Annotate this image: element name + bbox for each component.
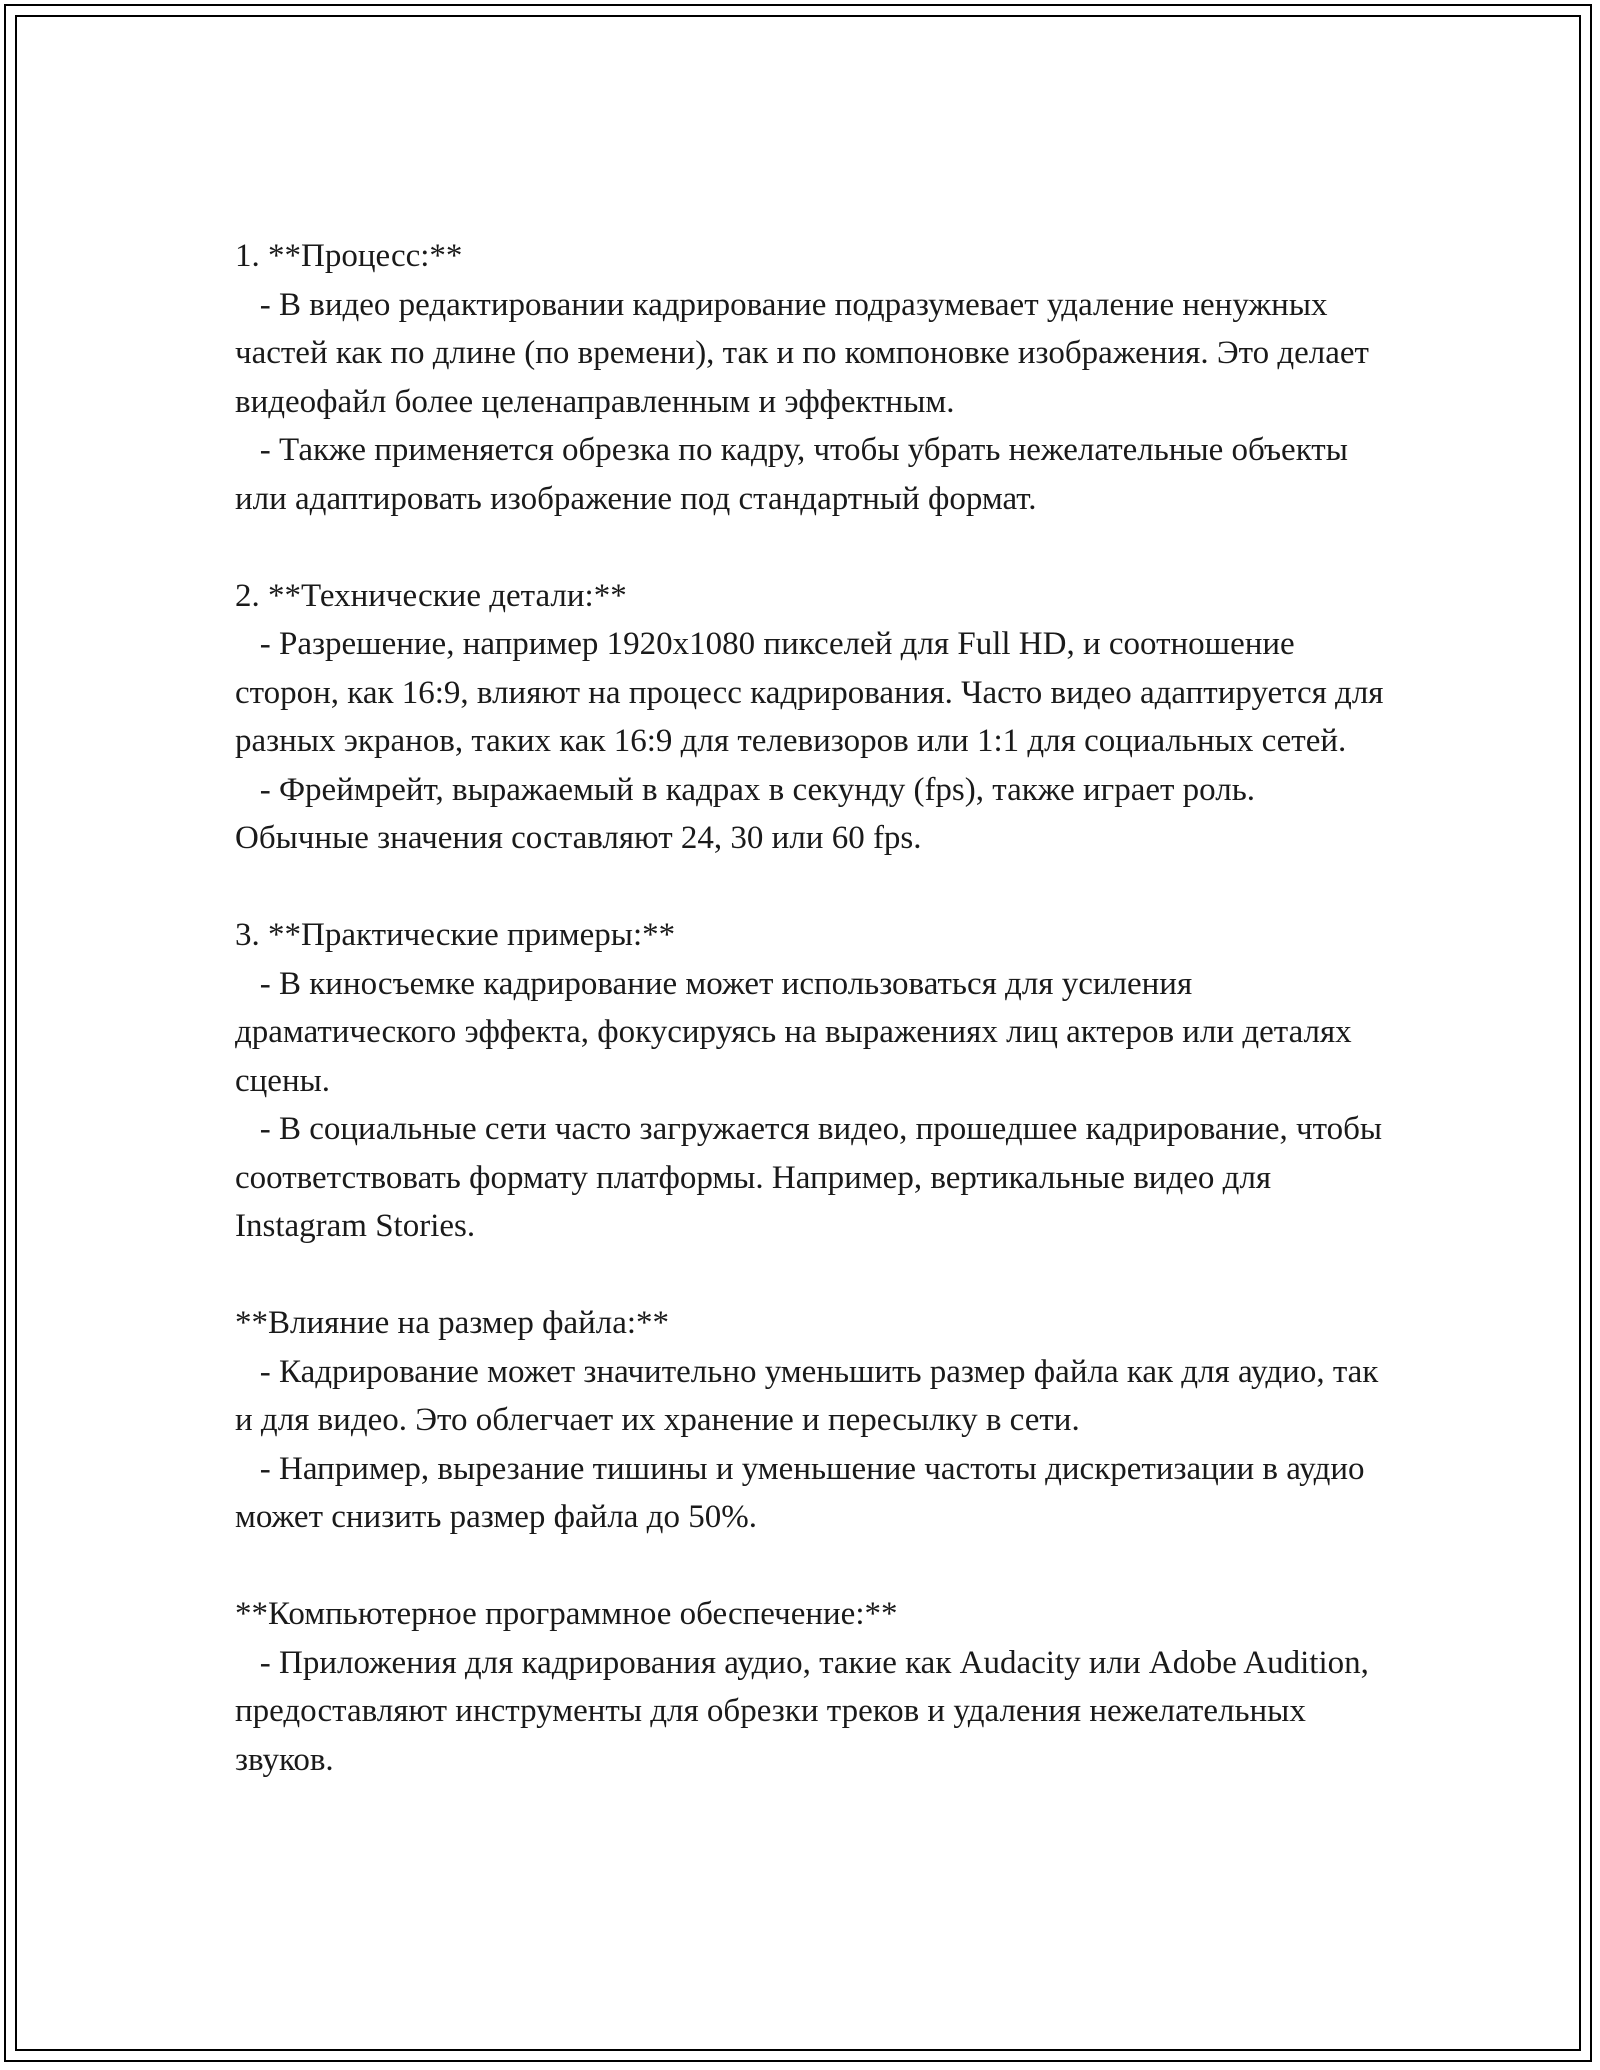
bullet-item: - Фреймрейт, выражаемый в кадрах в секунду (fps), также играет роль. Обычные значения составляют 24, 30 или 60 fps. [235, 771, 1264, 856]
section-process [235, 232, 1395, 523]
section-heading: 3. **Практические примеры:** [235, 917, 676, 953]
section-heading: **Влияние на размер файла:** [235, 1305, 670, 1341]
bullet-item: - В видео редактировании кадрирование подразумевает удаление ненужных частей как по длине (по времени), так и по компоновке изображения. Это делает видеофайл более целенаправленным и эффектным. [235, 286, 1378, 420]
section-technical-details [235, 572, 1395, 863]
bullet-item: - Кадрирование может значительно уменьшить размер файла как для аудио, так и для видео. Это облегчает их хранение и пересылку в сети. [235, 1353, 1387, 1438]
section-heading: **Компьютерное программное обеспечение:** [235, 1596, 898, 1632]
bullet-item: - Приложения для кадрирования аудио, такие как Audacity или Adobe Audition, предоставляют инструменты для обрезки треков и удаления нежелательных звуков. [235, 1644, 1378, 1778]
section-heading: 1. **Процесс:** [235, 238, 463, 274]
section-heading: 2. **Технические детали:** [235, 577, 627, 614]
bullet-item: - Например, вырезание тишины и уменьшение частоты дискретизации в аудио может снизить размер файла до 50%. [235, 1450, 1373, 1535]
document-body [235, 232, 1395, 1784]
bullet-item: - В социальные сети часто загружается видео, прошедшее кадрирование, чтобы соответствовать формату платформы. Например, вертикальные видео для Instagram Stories. [235, 1111, 1391, 1244]
section-file-size-impact [235, 1299, 1395, 1542]
section-practical-examples [235, 911, 1395, 1251]
bullet-item: - Разрешение, например 1920x1080 пикселей для Full HD, и соотношение сторон, как 16:9, влияют на процесс кадрирования. Часто видео адаптируется для разных экранов, таких как 16:9 для телевизоров или 1:1 для социальных сетей. [235, 626, 1392, 759]
bullet-item: - В киносъемке кадрирование может использоваться для усиления драматического эффекта, фокусируясь на выражениях лиц актеров или деталях сцены. [235, 965, 1360, 1099]
section-software [235, 1590, 1395, 1784]
bullet-item: - Также применяется обрезка по кадру, чтобы убрать нежелательные объекты или адаптировать изображение под стандартный формат. [235, 432, 1357, 517]
